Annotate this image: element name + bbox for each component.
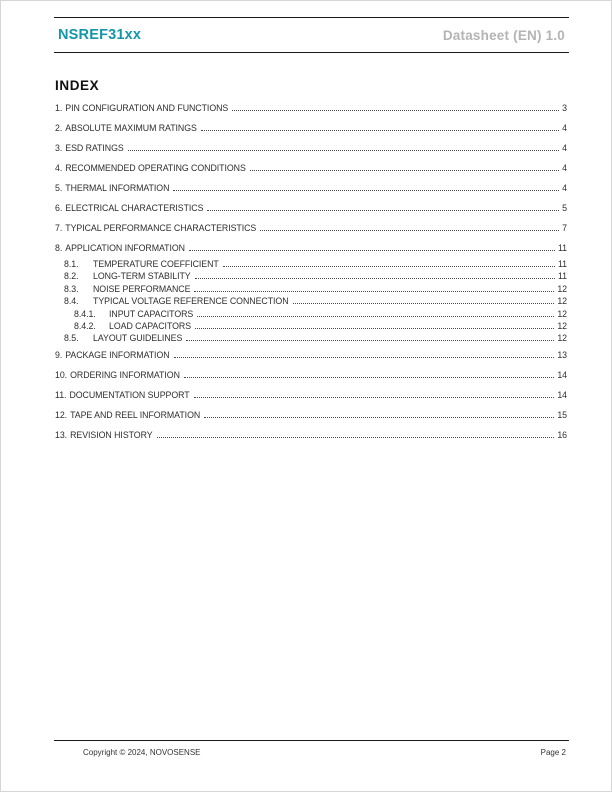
toc-entry-label: RECOMMENDED OPERATING CONDITIONS bbox=[65, 163, 246, 173]
toc-entry[interactable] bbox=[55, 345, 567, 365]
toc-entry-label: PACKAGE INFORMATION bbox=[65, 349, 170, 360]
toc-entry[interactable] bbox=[74, 320, 567, 332]
toc-dot-leader bbox=[194, 289, 554, 292]
toc-entry[interactable] bbox=[55, 218, 567, 238]
toc-dot-leader bbox=[194, 395, 555, 398]
toc-entry-number: 2. bbox=[55, 123, 63, 133]
header-bottom-rule bbox=[54, 52, 569, 53]
header-top-rule bbox=[54, 17, 569, 18]
toc-entry-number: 8. bbox=[55, 243, 63, 253]
toc-entry-label: LAYOUT GUIDELINES bbox=[93, 333, 183, 344]
toc-dot-leader bbox=[184, 375, 554, 378]
toc-entry-page: 16 bbox=[557, 429, 567, 440]
toc-dot-leader bbox=[157, 435, 555, 438]
toc-entry-number: 8.4.2. bbox=[74, 321, 96, 332]
toc-entry-number: 7. bbox=[55, 223, 63, 233]
toc-dot-leader bbox=[189, 248, 555, 251]
toc-entry-number: 8.5. bbox=[64, 333, 79, 344]
toc-entry[interactable] bbox=[64, 258, 567, 270]
toc-entry[interactable] bbox=[55, 118, 567, 138]
toc-entry[interactable] bbox=[55, 365, 567, 385]
toc-entry-label: DOCUMENTATION SUPPORT bbox=[69, 389, 190, 400]
product-name: NSREF31xx bbox=[58, 27, 142, 43]
toc-entry-page: 15 bbox=[557, 409, 567, 420]
toc-entry-number: 10. bbox=[55, 369, 68, 380]
toc-dot-leader bbox=[173, 188, 559, 191]
toc-entry-label: ESD RATINGS bbox=[65, 143, 124, 153]
toc-entry-page: 12 bbox=[557, 333, 567, 344]
toc-entry-page: 13 bbox=[557, 349, 567, 360]
toc-entry[interactable] bbox=[55, 385, 567, 405]
toc-entry-label: APPLICATION INFORMATION bbox=[65, 243, 185, 253]
toc-entry-number: 9. bbox=[55, 349, 63, 360]
toc-entry-page: 12 bbox=[557, 321, 567, 332]
toc-entry-page: 14 bbox=[557, 369, 567, 380]
toc-entry[interactable] bbox=[64, 332, 567, 344]
toc-entry-label: NOISE PERFORMANCE bbox=[93, 283, 191, 294]
toc-entry-page: 11 bbox=[557, 259, 567, 269]
toc-entry-page: 12 bbox=[557, 308, 567, 319]
page-footer bbox=[54, 745, 569, 759]
toc-dot-leader bbox=[260, 228, 559, 231]
toc-entry-number: 8.4. bbox=[64, 296, 79, 307]
toc-entry-label: TEMPERATURE COEFFICIENT bbox=[93, 259, 219, 269]
toc-entry-page: 11 bbox=[557, 243, 567, 253]
toc-entry-label: THERMAL INFORMATION bbox=[65, 183, 170, 193]
toc-dot-leader bbox=[174, 355, 555, 358]
toc-entry-page: 4 bbox=[562, 183, 567, 193]
toc-entry-label: TYPICAL PERFORMANCE CHARACTERISTICS bbox=[65, 223, 257, 233]
toc-entry-page: 12 bbox=[557, 296, 567, 307]
toc-entry-label: INPUT CAPACITORS bbox=[109, 308, 194, 319]
index-heading: INDEX bbox=[55, 78, 100, 93]
toc-entry[interactable] bbox=[55, 98, 567, 118]
table-of-contents bbox=[55, 98, 567, 445]
page-header bbox=[54, 22, 569, 48]
toc-entry-page: 4 bbox=[562, 123, 567, 133]
toc-entry-page: 11 bbox=[557, 271, 567, 282]
toc-entry[interactable] bbox=[55, 158, 567, 178]
document-title: Datasheet (EN) 1.0 bbox=[442, 27, 565, 43]
toc-entry[interactable] bbox=[64, 283, 567, 295]
toc-entry-page: 12 bbox=[557, 283, 567, 294]
toc-entry-number: 6. bbox=[55, 203, 63, 213]
toc-entry[interactable] bbox=[55, 198, 567, 218]
toc-dot-leader bbox=[195, 276, 555, 279]
toc-entry-page: 7 bbox=[562, 223, 567, 233]
toc-entry-number: 8.2. bbox=[64, 271, 79, 282]
toc-entry[interactable] bbox=[55, 405, 567, 425]
toc-entry[interactable] bbox=[55, 425, 567, 445]
toc-entry-number: 13. bbox=[55, 429, 68, 440]
toc-entry-number: 12. bbox=[55, 409, 68, 420]
toc-entry-number: 8.3. bbox=[64, 283, 79, 294]
toc-entry-label: PIN CONFIGURATION AND FUNCTIONS bbox=[65, 103, 229, 113]
toc-dot-leader bbox=[186, 338, 554, 341]
toc-dot-leader bbox=[232, 108, 559, 111]
toc-dot-leader bbox=[223, 264, 555, 267]
toc-entry-label: LOAD CAPACITORS bbox=[109, 321, 192, 332]
toc-dot-leader bbox=[250, 168, 559, 171]
toc-entry-number: 3. bbox=[55, 143, 63, 153]
toc-entry[interactable] bbox=[55, 138, 567, 158]
toc-entry-number: 8.4.1. bbox=[74, 308, 96, 319]
toc-entry-page: 14 bbox=[557, 389, 567, 400]
toc-dot-leader bbox=[204, 415, 554, 418]
toc-dot-leader bbox=[293, 301, 555, 304]
toc-entry[interactable] bbox=[55, 238, 567, 258]
toc-entry-number: 5. bbox=[55, 183, 63, 193]
toc-entry-label: LONG-TERM STABILITY bbox=[93, 271, 191, 282]
toc-dot-leader bbox=[207, 208, 559, 211]
toc-entry-number: 1. bbox=[55, 103, 63, 113]
toc-dot-leader bbox=[128, 148, 559, 151]
toc-entry[interactable] bbox=[64, 270, 567, 282]
toc-entry[interactable] bbox=[64, 295, 567, 307]
toc-entry-label: ORDERING INFORMATION bbox=[70, 369, 180, 380]
toc-entry-label: ABSOLUTE MAXIMUM RATINGS bbox=[65, 123, 197, 133]
toc-entry-number: 11. bbox=[55, 389, 67, 400]
toc-entry-label: TYPICAL VOLTAGE REFERENCE CONNECTION bbox=[93, 296, 289, 307]
toc-entry[interactable] bbox=[74, 308, 567, 320]
toc-entry-page: 5 bbox=[562, 203, 567, 213]
toc-entry-number: 8.1. bbox=[64, 259, 79, 269]
copyright-text: Copyright © 2024, NOVOSENSE bbox=[83, 747, 201, 757]
toc-entry-label: REVISION HISTORY bbox=[70, 429, 153, 440]
toc-entry-page: 4 bbox=[562, 163, 567, 173]
page-number-label: Page 2 bbox=[540, 747, 566, 757]
toc-entry-number: 4. bbox=[55, 163, 63, 173]
toc-entry-label: ELECTRICAL CHARACTERISTICS bbox=[65, 203, 204, 213]
toc-entry[interactable] bbox=[55, 178, 567, 198]
toc-entry-page: 3 bbox=[562, 103, 567, 113]
toc-dot-leader bbox=[197, 314, 554, 317]
toc-dot-leader bbox=[201, 128, 559, 131]
toc-entry-label: TAPE AND REEL INFORMATION bbox=[70, 409, 201, 420]
toc-entry-page: 4 bbox=[562, 143, 567, 153]
toc-dot-leader bbox=[195, 326, 554, 329]
footer-rule bbox=[54, 740, 569, 741]
